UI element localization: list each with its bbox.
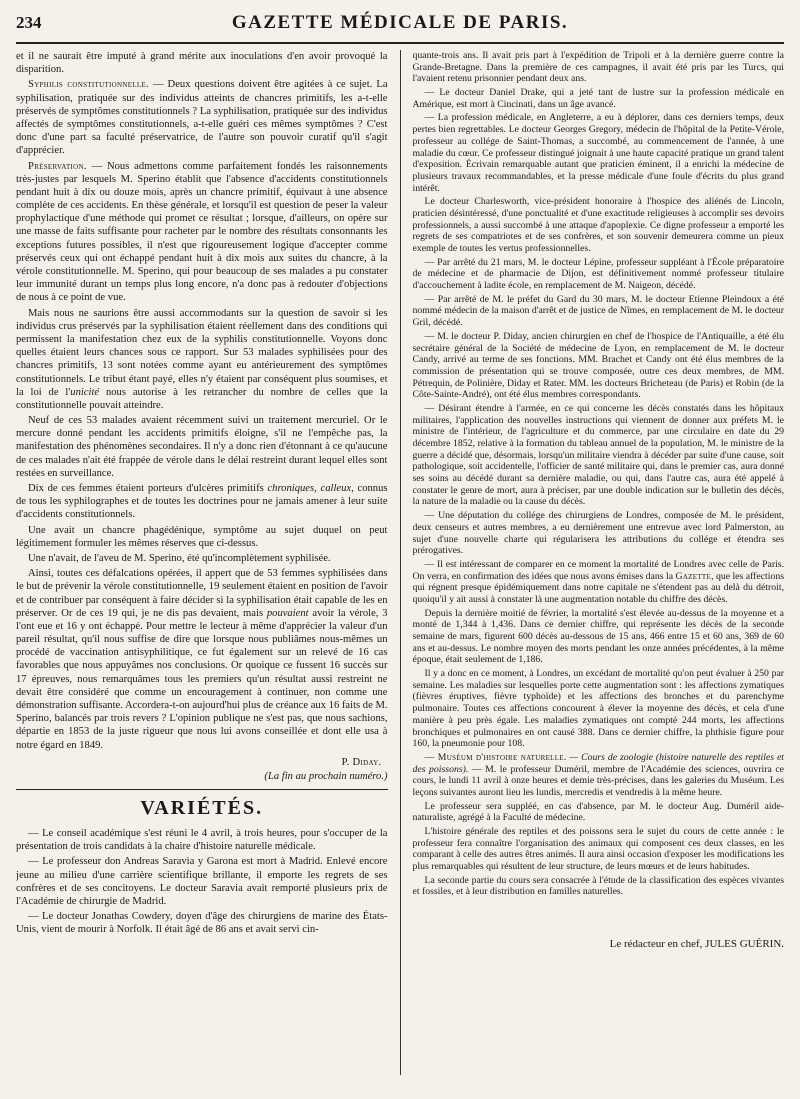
unicite-term: unicité	[70, 386, 100, 398]
london-text: — Il est intéressant de comparer en ce moment la mortalité de Londres avec celle de Paris. On verra, en confirmation des idées que nous avons émises dans la	[412, 558, 785, 582]
right-paragraph-5: — Par arrêté du 21 mars, M. le docteur Lépine, professeur suppléant à l'École préparatoire de médecine et de pharmacie de Dijon, est définitivement nommé professeur titulaire d'accouchement à ladite école, en remplacement de M. Naigeon, décédé.	[412, 256, 785, 292]
right-column	[413, 50, 785, 1075]
course-title: — Cours de zoologie (histoire naturelle des reptiles et des poissons).	[412, 751, 785, 775]
right-paragraph-1: quante-trois ans. Il avait pris part à l'expédition de Tripoli et à la dernière guerre contre la Grande-Bretagne. Dans la première de ces campagnes, il avait été pris par les Turcs, qui l'avaient retenu prisonnier pendant deux ans.	[412, 50, 785, 85]
varietes-paragraph-1: — Le conseil académique s'est réuni le 4 avril, à trois heures, pour s'occuper de la présentation de trois candidats à la chaire d'histoire naturelle médicale.	[16, 828, 388, 853]
gazette-name: Gazette	[675, 570, 712, 582]
right-paragraph-2: — Le docteur Daniel Drake, qui a jeté tant de lustre sur la profession médicale en Amérique, est mort à Cincinati, dans un âge avancé.	[412, 87, 785, 110]
varietes-paragraph-3: — Le docteur Jonathas Cowdery, doyen d'âge des chirurgiens de marine des États-Unis, vient de mourir à Norfolk. Il était âgé de 86 ans et avait servi cin-	[16, 911, 388, 936]
preservation-heading: Préservation.	[28, 160, 87, 172]
right-paragraph-3: — La profession médicale, en Angleterre, a eu à déplorer, dans ces derniers temps, deux pertes bien regrettables. Le docteur Georges Gregory, médecin de l'hôpital de la Petite-Vérole, professeur au collége de Saint-Thomas, a succombé, au commencement de l'année, à une maladie du cœur. Ce professeur distingué joignait à une haute capacité pratique un grand talent d'exposition. Écrivain remarquable autant que praticien éminent, il a enrichi la médecine de plusieurs travaux recommandables, et la presse médicale d'une foule d'écrits du plus grand intérêt.	[412, 112, 785, 194]
header-rule	[16, 42, 784, 44]
right-paragraph-7: — M. le docteur P. Diday, ancien chirurgien en chef de l'hospice de l'Antiquaille, a été élu secrétaire général de la Société de médecine de Lyon, en remplacement de M. le docteur Candy, arrivé au terme de ses fonctions. MM. Brachet et Candy ont été élus membres de la commission de présentation qui se trouve composée, outre ces deux membres, de MM. Pétrequin, de Polinière, Diday et Rater. MM. les docteurs Bricheteau (de Paris) et Robin (de la Côte-Sainte-André), ont été élus membres correspondants.	[412, 330, 785, 401]
conclusion-paragraph	[16, 567, 388, 752]
right-paragraph-13	[413, 752, 785, 799]
right-paragraph-10	[413, 559, 785, 606]
varietes-title: VARIÉTÉS.	[140, 797, 264, 820]
section-rule	[16, 789, 388, 790]
opening-paragraph: et il ne saurait être imputé à grand mérite aux inoculations d'en avoir provoqué la disparition.	[16, 51, 388, 76]
calleux-term: calleux	[320, 483, 352, 494]
right-paragraph-8: — Désirant étendre à l'armée, en ce qui concerne les décès constatés dans les hôpitaux militaires, l'application des nouvelles instructions qui viennent de donner aux préfets M. le ministre de l'intérieur, de l'agriculture et du commerce, par une circulaire en date du 29 décembre 1852, relative à la formation du tableau annuel de la population, M. le ministre de la guerre a décidé que, désormais, lorsqu'un militaire viendra à décéder par suite d'une cause, soit pathologique, soit accidentelle, l'officier de santé militaire qui, dans le premier cas, aura donné ses soins au décédé durant sa dernière maladie, ou qui, dans l'autre cas, aura été appelé à constater le genre de mort, aura à préciser, par une double indication sur le bulletin des décès, la nature de la maladie ou la cause du décès.	[412, 402, 785, 508]
column-separator	[400, 50, 401, 1075]
conclusion-text: Ainsi, toutes ces défalcations opérées, il appert que de 53 femmes syphilisées dans le but de prévenir la vérole constitutionnelle, 19 seulement étaient en position de l'avoir et de contribuer par conséquent à faire décider si la syphilisation était capable de les en préserver. Or de ces 19 qui, je ne dis pas devaient, mais	[16, 568, 388, 619]
conclusion-text-end: avoir la vérole, 3 l'ont eue et 16 y ont échappé. Pour mettre le lecteur à même d'apprécier la valeur d'un pareil résultat, qu'il nous suffise de dire que lorsque nous publiâmes nous-mêmes un procédé de vaccination antisyphilitique, ce fut également sur un relevé de 16 cas favorables que nous appuyâmes nos conclusions. Or quoique ce fussent 16 succès sur 17 épreuves, nous remarquâmes tous les premiers qu'un résultat aussi restreint ne devait être considéré que comme un encouragement à continuer, non comme une démonstration suffisante. Accordera-t-on aujourd'hui plus de créance aux 16 faits de M. Sperino, balancés par trois revers ? L'opinion publique ne s'est pas, que nous sachions, départie en 1853 de la juste rigueur que nous lui avons conseillée et dont elle usa à notre égard en 1849.	[16, 607, 388, 751]
preservation-paragraph	[16, 160, 388, 305]
left-column	[16, 50, 388, 1075]
conditions-text: Mais nous ne saurions être aussi accommodants sur la question de savoir si les individus crus préservés par la syphilisation étaient réellement dans des conditions qui permissent la manifestation chez eux de la syphilis constitutionnelle. Voyons donc quelles étaient leurs chances sous ce rapport. Sur 53 malades syphilisées pour des chancres primitifs, 13 sont notées comme ayant eu antérieurement des symptômes constitutionnels. Le tribut étant payé, elles n'y étaient par conséquent plus soumises, et la loi de l'	[16, 307, 388, 398]
museum-heading: — Muséum d'histoire naturelle.	[424, 751, 567, 763]
syphilis-text: — Deux questions doivent être agitées à ce sujet. La syphilisation, pratiquée sur des individus atteints de chancres primitifs, les a-t-elle préservés de symptômes constitutionnels ? La syphilisation, pratiquée sur des individus affectés de symptômes constitutionnels, a-t-elle guéri ces mêmes symptômes ? C'est donc d'une part sa faculté préservatrice, de l'autre son pouvoir curatif qu'il s'agit d'apprécier.	[16, 79, 388, 157]
chroniques-term: chroniques	[267, 483, 315, 494]
ulcers-text: Dix de ces femmes étaient porteurs d'ulcères primitifs	[28, 483, 268, 494]
ulcers-paragraph	[16, 482, 388, 522]
course-text: — M. le professeur Duméril, membre de l'Académie des sciences, ouvrira ce cours, le lundi 11 avril à onze heures et demie très-précises, dans les galeries du Muséum. Les leçons suivantes auront lieu les lundis, mercredis et vendredis à la même heure.	[412, 763, 785, 798]
page-header	[16, 12, 784, 38]
ulcers-text-end: , connus de tous les syphilographes et de toutes les doctrines pour ne jamais amener à leur suite d'accidents constitutionnels.	[16, 483, 388, 521]
continuation-note: (La fin au prochain numéro.)	[264, 770, 388, 782]
right-paragraph-16: La seconde partie du cours sera consacrée à l'étude de la classification des espèces vivantes et fossiles, et à leur distribution en familles naturelles.	[412, 874, 785, 898]
london-text-end: , que les affections qui régnent presque épidémiquement dans notre capitale ne s'étendent pas au delà du détroit, quoiqu'il y ait aussi à constater là une augmentation notable du chiffre des décès.	[412, 570, 785, 605]
conditions-text-end: nous autorise à les retrancher du nombre de celles que la constitutionnelle pouvait atteindre.	[16, 386, 388, 411]
right-paragraph-6: — Par arrêté de M. le préfet du Gard du 30 mars, M. le docteur Etienne Pleindoux a été nommé médecin de la maison d'arrêt et de justice de Nîmes, en remplacement de M. le docteur Gril, décédé.	[412, 293, 785, 329]
pouvaient-term: pouvaient	[266, 607, 309, 619]
preservation-text: — Nous admettons comme parfaitement fondés les raisonnements très-justes par lesquels M. Sperino établit que l'absence d'accidents constitutionnels pendant huit à dix ou douze mois, après un chancre primitif, équivaut à une absence complète de ces accidents. En thèse générale, et lorsqu'il est question de peser la valeur prophylactique d'une méthode qui promet ce résultat ; lorsque, d'ailleurs, on opère sur une masse de faits suffisante pour racheter par le nombre des résultats consonnants les exceptions futures possibles, il n'est que rigoureusement logique d'accepter comme préservés ceux qui ont échappé pendant huit à dix mois aux suites du chancre, à la vérole constitutionnelle. M. Sperino, qui pour beaucoup de ses malades a pu constater leur immunité durant un temps plus long encore, n'a donc pas à redouter d'objections de nous à ce point de vue.	[16, 160, 388, 304]
page-number: 234	[16, 13, 42, 32]
syphilis-heading: Syphilis constitutionnelle.	[28, 79, 149, 91]
author-signature: P. Diday.	[341, 756, 382, 768]
right-paragraph-12: Il y a donc en ce moment, à Londres, un excédant de mortalité qu'on peut évaluer à 250 par semaine. Les maladies sur lesquelles porte cette augmentation sont : les affections zymatiques (fièvres éruptives, fièvre typhoïde) et les affections des bronches et du parenchyme pulmonaire. Toutes ces affections concourent à élever la moyenne des décès, et cela d'une manière à peu près égale. Les maladies zymatiques ont compté 244 morts, les affections bronchiques et pulmonaires en ont causé 388. Dans ce dernier chiffre, la phthisie figure pour 160, la pneumonie pour 108.	[412, 668, 785, 750]
right-paragraph-15: L'histoire générale des reptiles et des poissons sera le sujet du cours de cette année : le professeur fera connaître l'organisation des animaux qui composent ces deux classes, en les comparant à celle des autres êtres animés. Il aura ainsi occasion d'exposer les modifications les plus remarquables qui résultent de leur structure, de leurs mœurs et de leurs habitudes.	[412, 826, 785, 873]
varietes-paragraph-2: — Le professeur don Andreas Saravia y Garona est mort à Madrid. Enlevé encore jeune au milieu d'une carrière scientifique brillante, il emporte les regrets de ses confrères et de ses concitoyens. Le docteur Saravia avait remporté plusieurs prix de l'Académie de chirurgie de Madrid.	[16, 856, 388, 907]
phagedenic-paragraph: Une avait un chancre phagédénique, symptôme au sujet duquel on peut légitimement formuler les mêmes réserves que ci-dessus.	[16, 524, 388, 549]
columns	[16, 50, 784, 1075]
syphilis-paragraph	[16, 78, 388, 157]
mercury-paragraph: Neuf de ces 53 malades avaient récemment suivi un traitement mercuriel. Or le mercure donné pendant les accidents primitifs éloigne, s'il ne l'empêche pas, la manifestation des phénomènes secondaires. Il n'y a donc rien d'étonnant à ce qu'aucune de ces malades n'ait été frappée de vérole dans le délai restreint durant lequel elles sont restées en surveillance.	[16, 415, 388, 479]
right-paragraph-14: Le professeur sera suppléé, en cas d'absence, par M. le docteur Aug. Duméril aide-naturaliste, agrégé à la Faculté de médecine.	[412, 800, 785, 824]
incomplete-paragraph: Une n'avait, de l'aveu de M. Sperino, été qu'incomplètement syphilisée.	[28, 552, 331, 564]
right-paragraph-11: Depuis la dernière moitié de février, la mortalité s'est élevée au-dessus de la moyenne et a monté de 1,344 à 1,436. Dans ce dernier chiffre, qui représente les décès de la seconde semaine de mars, figurent 600 décès au-dessous de 15 ans, 466 entre 15 et 60 ans, 369 de 60 ans et au-dessus. Le nombre moyen des morts pendant les onze années précédentes, à la même époque, était seulement de 1,186.	[412, 607, 785, 666]
running-head: GAZETTE MÉDICALE DE PARIS.	[231, 12, 569, 33]
editor-signature: Le rédacteur en chef, JULES GUÉRIN.	[609, 938, 785, 951]
right-paragraph-9: — Une députation du collége des chirurgiens de Londres, composée de M. le président, deux censeurs et autres membres, a eu dernièrement une entrevue avec lord Palmerston, au sujet d'une nouvelle charte qui régularisera les attributions du collége et étendra ses prérogatives.	[412, 510, 785, 557]
conditions-paragraph	[16, 307, 388, 413]
right-paragraph-4: Le docteur Charlesworth, vice-président honoraire à l'hospice des aliénés de Lincoln, praticien désintéressé, d'une ponctualité et d'une exactitude religieuses à accomplir ses devoirs professionnels, a aussi succombé à une attaque d'apoplexie. Ce digne professeur a emporté les regrets de ses compatriotes et de ses confrères, et son souvenir demeurera comme un pieux exemple de toutes les vertus professionnelles.	[412, 196, 785, 254]
ulcers-comma: ,	[314, 483, 321, 494]
